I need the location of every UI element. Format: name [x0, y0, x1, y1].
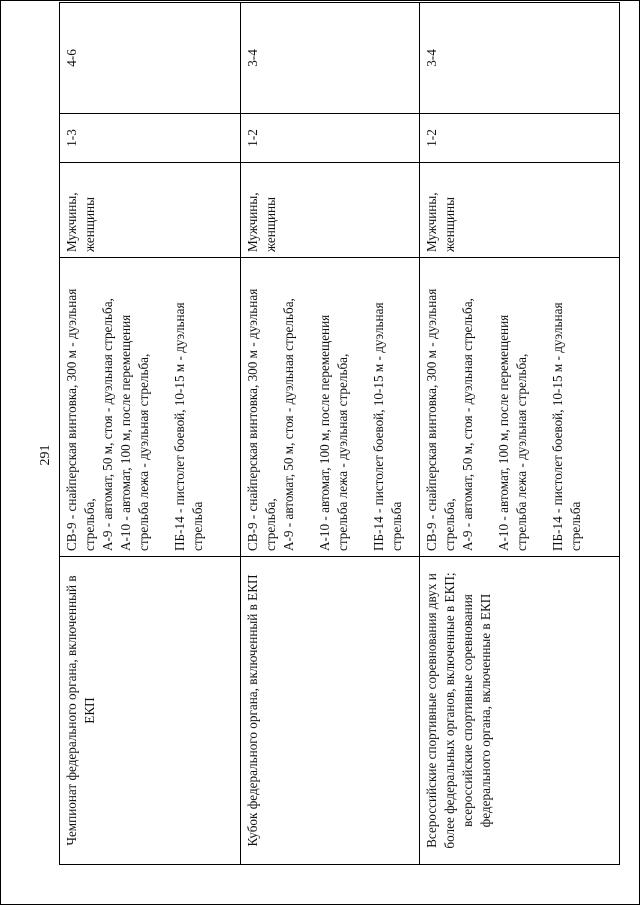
discipline-line: ПБ-14 - пистолет боевой, 10-15 м - дуэльная стрельба — [371, 302, 404, 551]
age-cell: 1-3 — [60, 114, 241, 163]
gender-cell: Мужчины, женщины — [241, 163, 420, 258]
discipline-line: А-10 - автомат, 100 м, после перемещения стрельба лежа - дуэльная стрельба, — [317, 314, 350, 551]
discipline-line: А-9 - автомат, 50 м, стоя - дуэльная стрельба, — [460, 298, 475, 551]
discipline-line: ПБ-14 - пистолет боевой, 10-15 м - дуэльная стрельба — [172, 302, 205, 551]
discipline-line: А-10 - автомат, 100 м, после перемещения стрельба лежа - дуэльная стрельба, — [496, 314, 529, 551]
disciplines-cell — [420, 258, 620, 557]
gender-cell: Мужчины, женщины — [420, 163, 620, 258]
table-row — [420, 3, 620, 865]
event-cell: Чемпионат федерального органа, включенный в ЕКП — [60, 557, 241, 865]
spacer — [352, 263, 370, 551]
disciplines-cell — [241, 258, 420, 557]
rotated-page — [35, 45, 610, 865]
spacer — [298, 263, 316, 551]
spacer — [531, 263, 549, 551]
discipline-line: СВ-9 - снайперская винтовка, 300 м - дуэльная стрельба, — [245, 288, 278, 551]
discipline-line: А-10 - автомат, 100 м, после перемещения стрельба лежа - дуэльная стрельба, — [118, 314, 151, 551]
spacer — [477, 263, 495, 551]
gender-cell: Мужчины, женщины — [60, 163, 241, 258]
age-cell: 1-2 — [241, 114, 420, 163]
table-row — [60, 3, 241, 865]
disciplines-cell — [60, 258, 241, 557]
discipline-line: СВ-9 - снайперская винтовка, 300 м - дуэльная стрельба, — [424, 288, 457, 551]
count-cell: 3-4 — [420, 3, 620, 114]
discipline-line: А-9 - автомат, 50 м, стоя - дуэльная стрельба, — [100, 298, 115, 551]
event-cell: Кубок федерального органа, включенный в ЕКП — [241, 557, 420, 865]
discipline-line: СВ-9 - снайперская винтовка, 300 м - дуэльная стрельба, — [64, 288, 97, 551]
age-cell: 1-2 — [420, 114, 620, 163]
count-cell: 4-6 — [60, 3, 241, 114]
table-row — [241, 3, 420, 865]
competition-table — [59, 2, 620, 865]
discipline-line: А-9 - автомат, 50 м, стоя - дуэльная стрельба, — [281, 298, 296, 551]
page-number: 291 — [38, 444, 53, 466]
count-cell: 3-4 — [241, 3, 420, 114]
discipline-line: ПБ-14 - пистолет боевой, 10-15 м - дуэльная стрельба — [550, 302, 583, 551]
event-cell: Всероссийские спортивные соревнования двух и более федеральных органов, включенные в ЕКП; всероссийские спортивные соревнования федерального органа, включенные в ЕКП — [420, 557, 620, 865]
spacer — [153, 263, 171, 551]
